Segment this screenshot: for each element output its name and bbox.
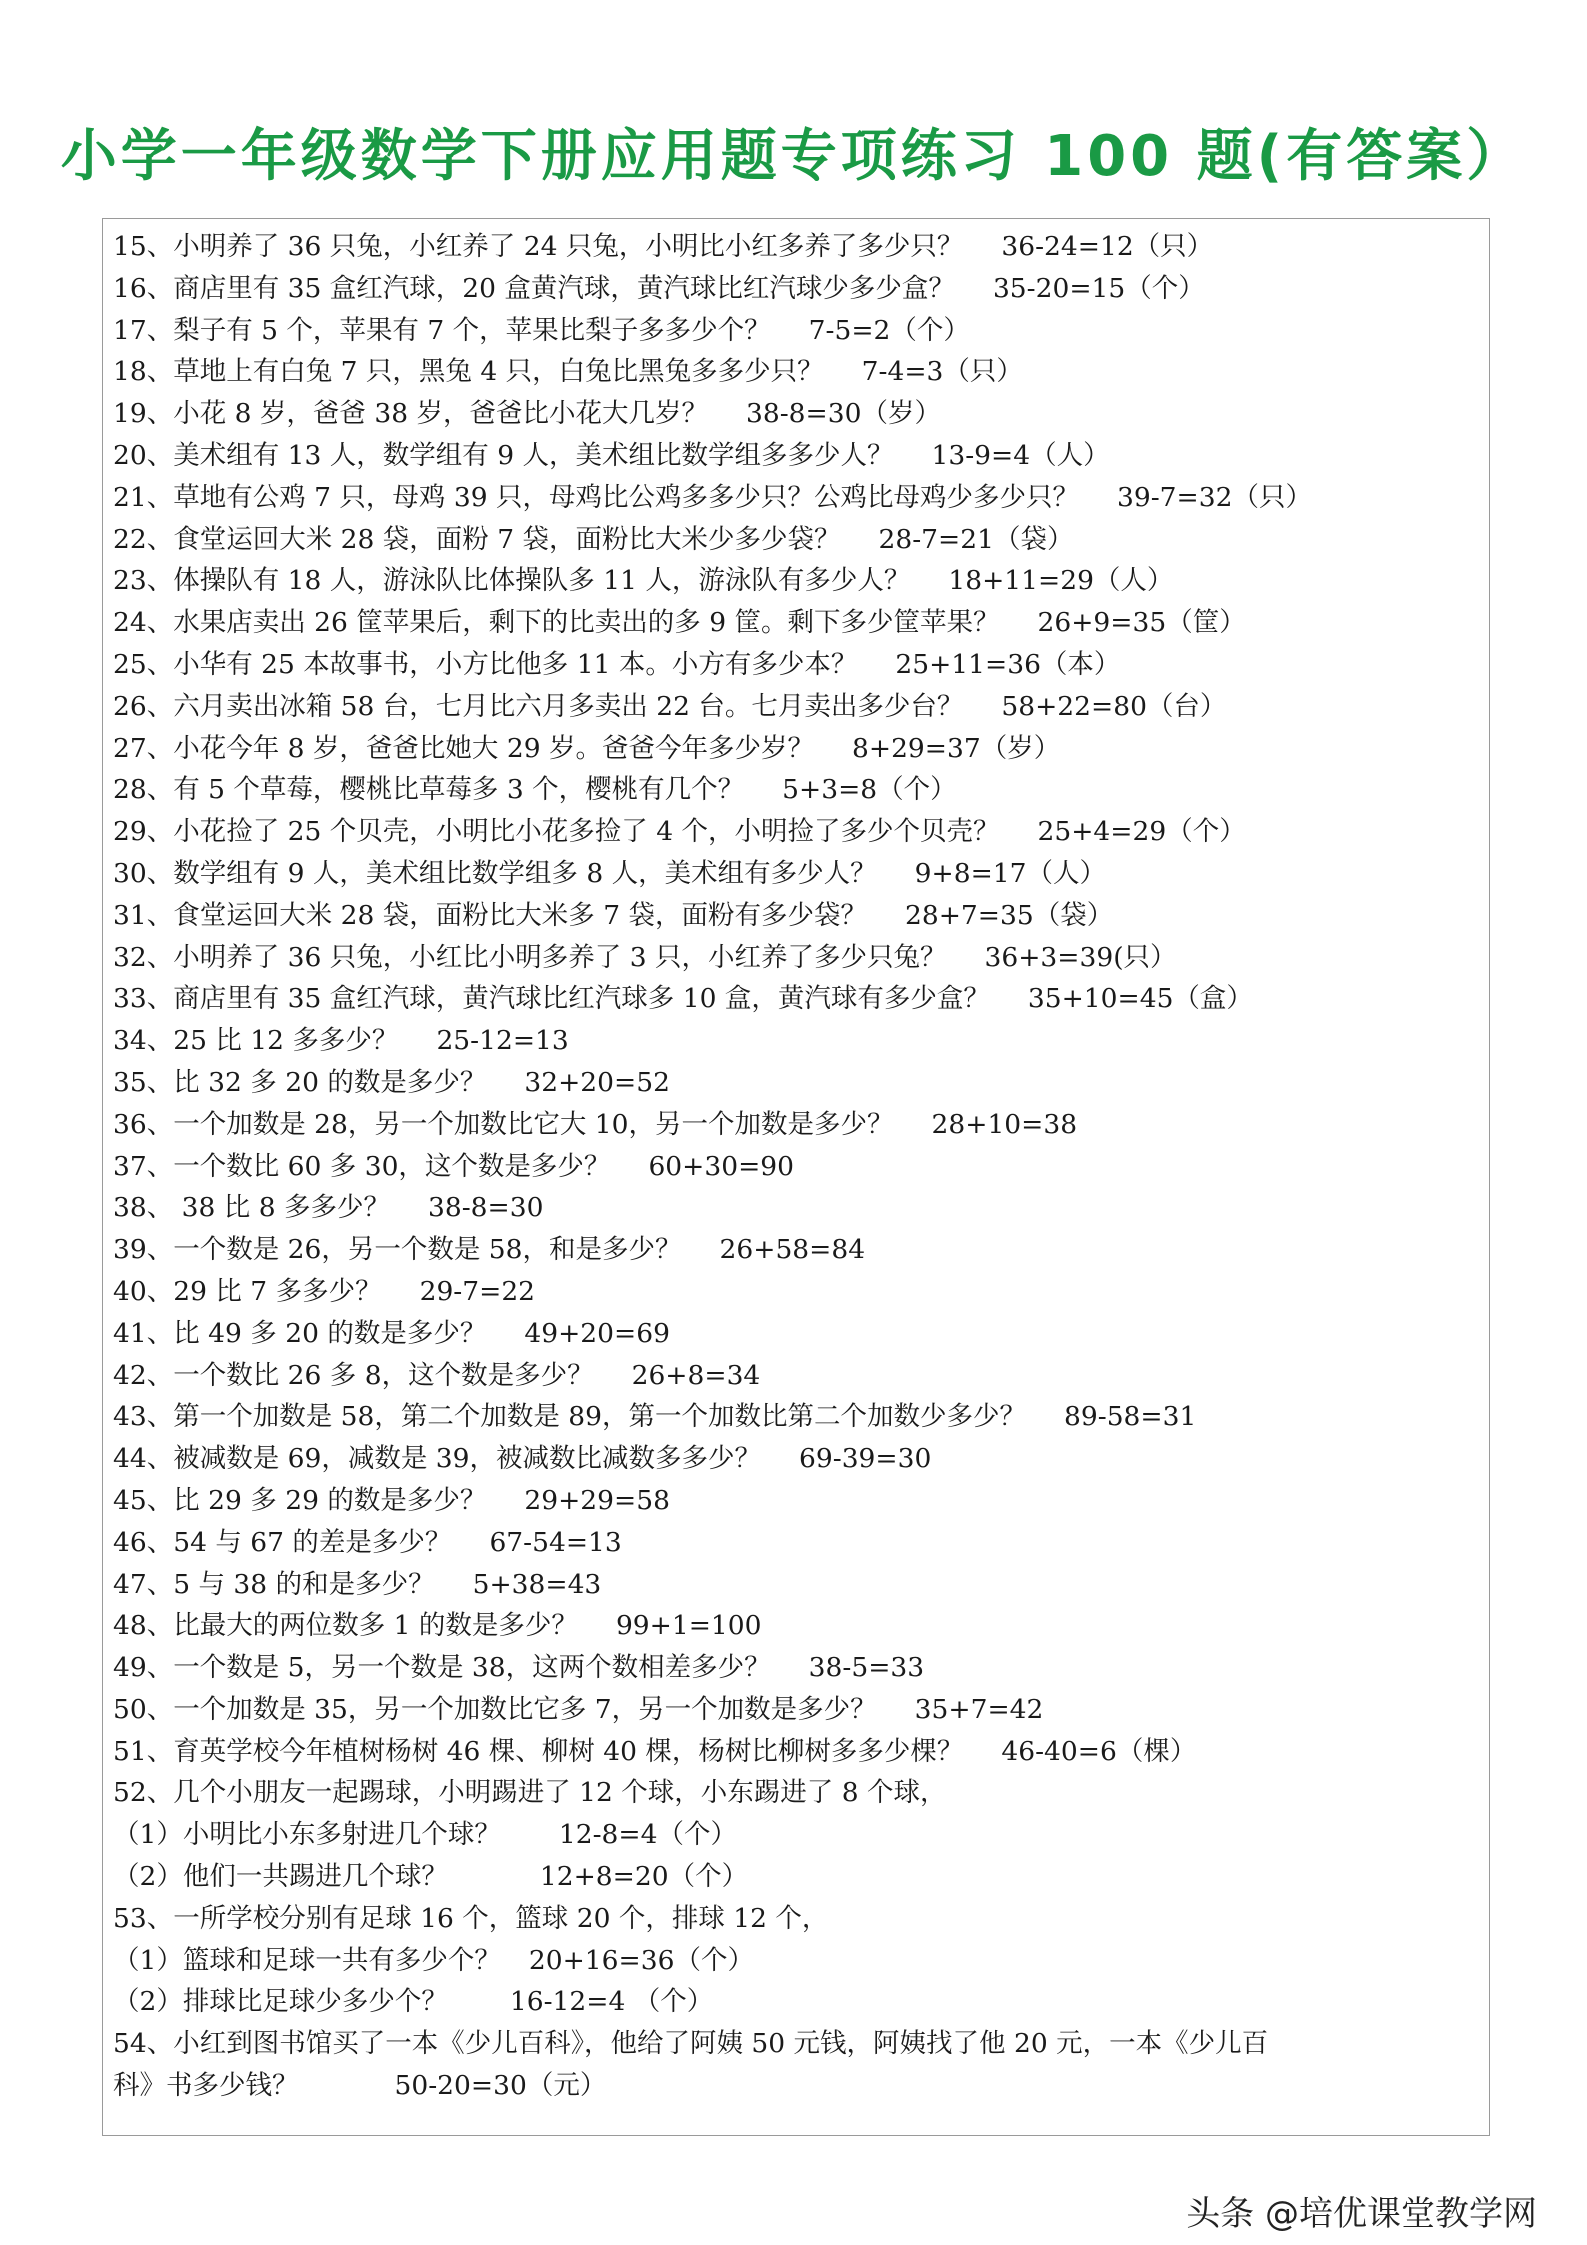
question-text: 39、一个数是 26，另一个数是 58，和是多少？ [113, 1234, 682, 1266]
page-title: 小学一年级数学下册应用题专项练习 100 题(有答案） [60, 124, 1527, 189]
question-text: 33、商店里有 35 盒红汽球，黄汽球比红汽球多 10 盒，黄汽球有多少盒？ [113, 983, 990, 1015]
question-text: 科》书多少钱？ [113, 2070, 299, 2102]
question-text: 42、一个数比 26 多 8，这个数是多少？ [113, 1359, 594, 1391]
answer-text: 36+3=39(只） [984, 941, 1177, 973]
answer-text: 9+8=17（人） [914, 857, 1106, 889]
question-line [113, 1269, 1483, 1311]
question-text: 20、美术组有 13 人，数学组有 9 人，美术组比数学组多多少人？ [113, 439, 894, 471]
question-line [113, 1812, 1483, 1854]
question-line [113, 1185, 1483, 1227]
answer-text: 38-5=33 [808, 1652, 925, 1684]
answer-text: 49+20=69 [524, 1317, 670, 1349]
answer-text: 99+1=100 [615, 1610, 762, 1642]
answer-text: 35+7=42 [914, 1693, 1044, 1725]
question-line [113, 1311, 1483, 1353]
question-text: 48、比最大的两位数多 1 的数是多少？ [113, 1610, 578, 1642]
question-text: 50、一个加数是 35，另一个加数比它多 7，另一个加数是多少？ [113, 1693, 877, 1725]
question-line [113, 1854, 1483, 1896]
question-text: 25、小华有 25 本故事书，小方比他多 11 本。小方有多少本？ [113, 648, 858, 680]
question-line [113, 726, 1483, 768]
question-text: 35、比 32 多 20 的数是多少？ [113, 1066, 487, 1098]
question-text: （2）他们一共踢进几个球？ [113, 1861, 448, 1893]
question-text: （1）篮球和足球一共有多少个？ [113, 1944, 501, 1976]
question-text: 21、草地有公鸡 7 只，母鸡 39 只，母鸡比公鸡多多少只？公鸡比母鸡少多少只？ [113, 481, 1079, 513]
answer-text: 28-7=21（袋） [878, 523, 1074, 555]
answer-text: 5+38=43 [472, 1568, 602, 1600]
question-line [113, 1102, 1483, 1144]
answer-text: 12+8=20（个） [539, 1861, 749, 1893]
question-text: 22、食堂运回大米 28 袋，面粉 7 袋，面粉比大米少多少袋？ [113, 523, 841, 555]
answer-text: 20+16=36（个） [528, 1944, 754, 1976]
question-line [113, 1520, 1483, 1562]
answer-text: 7-4=3（只） [861, 356, 1023, 388]
question-line [113, 1144, 1483, 1186]
question-line [113, 642, 1483, 684]
question-text: 45、比 29 多 29 的数是多少？ [113, 1484, 487, 1516]
question-line [113, 1562, 1483, 1604]
answer-text: 28+10=38 [931, 1108, 1078, 1140]
question-text: 44、被减数是 69，减数是 39，被减数比减数多多少？ [113, 1443, 762, 1475]
answer-text: 29-7=22 [419, 1275, 536, 1307]
question-line [113, 517, 1483, 559]
question-text: 19、小花 8 岁，爸爸 38 岁，爸爸比小花大几岁？ [113, 398, 708, 430]
question-line [113, 308, 1483, 350]
answer-text: 13-9=4（人） [931, 439, 1110, 471]
answer-text: 50-20=30（元） [394, 2070, 607, 2102]
question-text: 46、54 与 67 的差是多少？ [113, 1526, 452, 1558]
question-line [113, 1353, 1483, 1395]
question-text: 15、小明养了 36 只兔，小红养了 24 只兔，小明比小红多养了多少只？ [113, 231, 964, 262]
question-line [113, 600, 1483, 642]
answer-text: 25+11=36（本） [895, 648, 1121, 680]
answer-text: 26+8=34 [631, 1359, 761, 1391]
question-text: 26、六月卖出冰箱 58 台，七月比六月多卖出 22 台。七月卖出多少台？ [113, 690, 964, 722]
question-line [113, 1979, 1483, 2021]
question-line [113, 349, 1483, 391]
answer-text: 18+11=29（人） [948, 565, 1174, 597]
answer-text: 28+7=35（袋） [905, 899, 1114, 931]
question-line [113, 1770, 1483, 1812]
question-text: 49、一个数是 5，另一个数是 38，这两个数相差多少？ [113, 1652, 771, 1684]
answer-text: 12-8=4（个） [558, 1819, 737, 1851]
answer-text: 36-24=12（只） [1001, 231, 1214, 262]
answer-text: 25-12=13 [436, 1025, 569, 1057]
answer-text: 58+22=80（台） [1001, 690, 1227, 722]
question-line [113, 391, 1483, 433]
answer-text: 35+10=45（盒） [1027, 983, 1253, 1015]
answer-text: 89-58=31 [1064, 1401, 1197, 1433]
question-text: 32、小明养了 36 只兔，小红比小明多养了 3 只，小红养了多少只兔？ [113, 941, 947, 973]
question-line [113, 976, 1483, 1018]
question-line [113, 1060, 1483, 1102]
question-text: 34、25 比 12 多多少？ [113, 1025, 399, 1057]
answer-text: 35-20=15（个） [992, 272, 1205, 304]
answer-text: 38-8=30 [428, 1192, 544, 1224]
answer-text: 60+30=90 [648, 1150, 795, 1182]
question-text: 47、5 与 38 的和是多少？ [113, 1568, 435, 1600]
question-text: 17、梨子有 5 个，苹果有 7 个，苹果比梨子多多少个？ [113, 314, 771, 346]
question-line [113, 809, 1483, 851]
question-text: 31、食堂运回大米 28 袋，面粉比大米多 7 袋，面粉有多少袋？ [113, 899, 867, 931]
question-text: 37、一个数比 60 多 30，这个数是多少？ [113, 1150, 611, 1182]
question-line [113, 2021, 1483, 2063]
question-box [102, 218, 1490, 2136]
question-line [113, 1938, 1483, 1980]
answer-text: 7-5=2（个） [808, 314, 970, 346]
answer-text: 29+29=58 [524, 1484, 670, 1516]
question-text: 52、几个小朋友一起踢球，小明踢进了 12 个球，小东踢进了 8 个球， [113, 1777, 947, 1809]
answer-text: 32+20=52 [524, 1066, 670, 1098]
answer-text: 16-12=4 （个） [509, 1986, 714, 2018]
question-text: 18、草地上有白兔 7 只，黑兔 4 只，白兔比黑兔多多少只？ [113, 356, 824, 388]
watermark: 头条 @培优课堂教学网 [1186, 2194, 1537, 2234]
question-text: 38、 38 比 8 多多少？ [113, 1192, 390, 1224]
question-text: 36、一个加数是 28，另一个加数比它大 10，另一个加数是多少？ [113, 1108, 894, 1140]
question-text: （2）排球比足球少多少个？ [113, 1986, 448, 2018]
question-line [113, 1227, 1483, 1269]
answer-text: 38-8=30（岁） [746, 398, 941, 430]
answer-text: 67-54=13 [489, 1526, 622, 1558]
question-text: 41、比 49 多 20 的数是多少？ [113, 1317, 487, 1349]
question-line [113, 1645, 1483, 1687]
question-line [113, 851, 1483, 893]
question-line [113, 1018, 1483, 1060]
question-line [113, 1687, 1483, 1729]
question-line [113, 1729, 1483, 1771]
question-line [113, 684, 1483, 726]
question-text: 53、一所学校分别有足球 16 个，篮球 20 个，排球 12 个， [113, 1902, 829, 1934]
question-text: 51、育英学校今年植树杨树 46 棵、柳树 40 棵，杨树比柳树多多少棵？ [113, 1735, 964, 1767]
question-line [113, 475, 1483, 517]
answer-text: 5+3=8（个） [782, 774, 957, 806]
question-text: 24、水果店卖出 26 筐苹果后，剩下的比卖出的多 9 筐。剩下多少筐苹果？ [113, 607, 1000, 639]
answer-text: 69-39=30 [799, 1443, 932, 1475]
question-line [113, 893, 1483, 935]
question-line [113, 1478, 1483, 1520]
answer-text: 26+9=35（筐） [1037, 607, 1246, 639]
answer-text: 26+58=84 [719, 1234, 866, 1266]
question-text: 29、小花捡了 25 个贝壳，小明比小花多捡了 4 个，小明捡了多少个贝壳？ [113, 816, 1000, 848]
question-line [113, 1394, 1483, 1436]
question-line [113, 767, 1483, 809]
question-line [113, 1603, 1483, 1645]
question-line [113, 433, 1483, 475]
question-text: 16、商店里有 35 盒红汽球，20 盒黄汽球，黄汽球比红汽球少多少盒？ [113, 272, 955, 304]
question-text: 28、有 5 个草莓，樱桃比草莓多 3 个，樱桃有几个？ [113, 774, 745, 806]
question-list [113, 224, 1483, 2105]
question-text: 40、29 比 7 多多少？ [113, 1275, 382, 1307]
question-line [113, 1436, 1483, 1478]
question-line [113, 224, 1483, 266]
answer-text: 8+29=37（岁） [852, 732, 1061, 764]
answer-text: 46-40=6（棵） [1001, 1735, 1197, 1767]
question-line [113, 266, 1483, 308]
question-text: 23、体操队有 18 人，游泳队比体操队多 11 人，游泳队有多少人？ [113, 565, 911, 597]
question-text: 30、数学组有 9 人，美术组比数学组多 8 人，美术组有多少人？ [113, 857, 877, 889]
answer-text: 39-7=32（只） [1117, 481, 1312, 513]
question-text: 54、小红到图书馆买了一本《少儿百科》，他给了阿姨 50 元钱，阿姨找了他 20 元，一本《少儿百 [113, 2028, 1269, 2060]
question-line [113, 935, 1483, 977]
question-line [113, 2063, 1483, 2105]
question-text: 27、小花今年 8 岁，爸爸比她大 29 岁。爸爸今年多少岁？ [113, 732, 814, 764]
question-line [113, 1896, 1483, 1938]
question-line [113, 558, 1483, 600]
question-text: 43、第一个加数是 58，第二个加数是 89，第一个加数比第二个加数少多少？ [113, 1401, 1027, 1433]
question-text: （1）小明比小东多射进几个球？ [113, 1819, 501, 1851]
answer-text: 25+4=29（个） [1037, 816, 1246, 848]
